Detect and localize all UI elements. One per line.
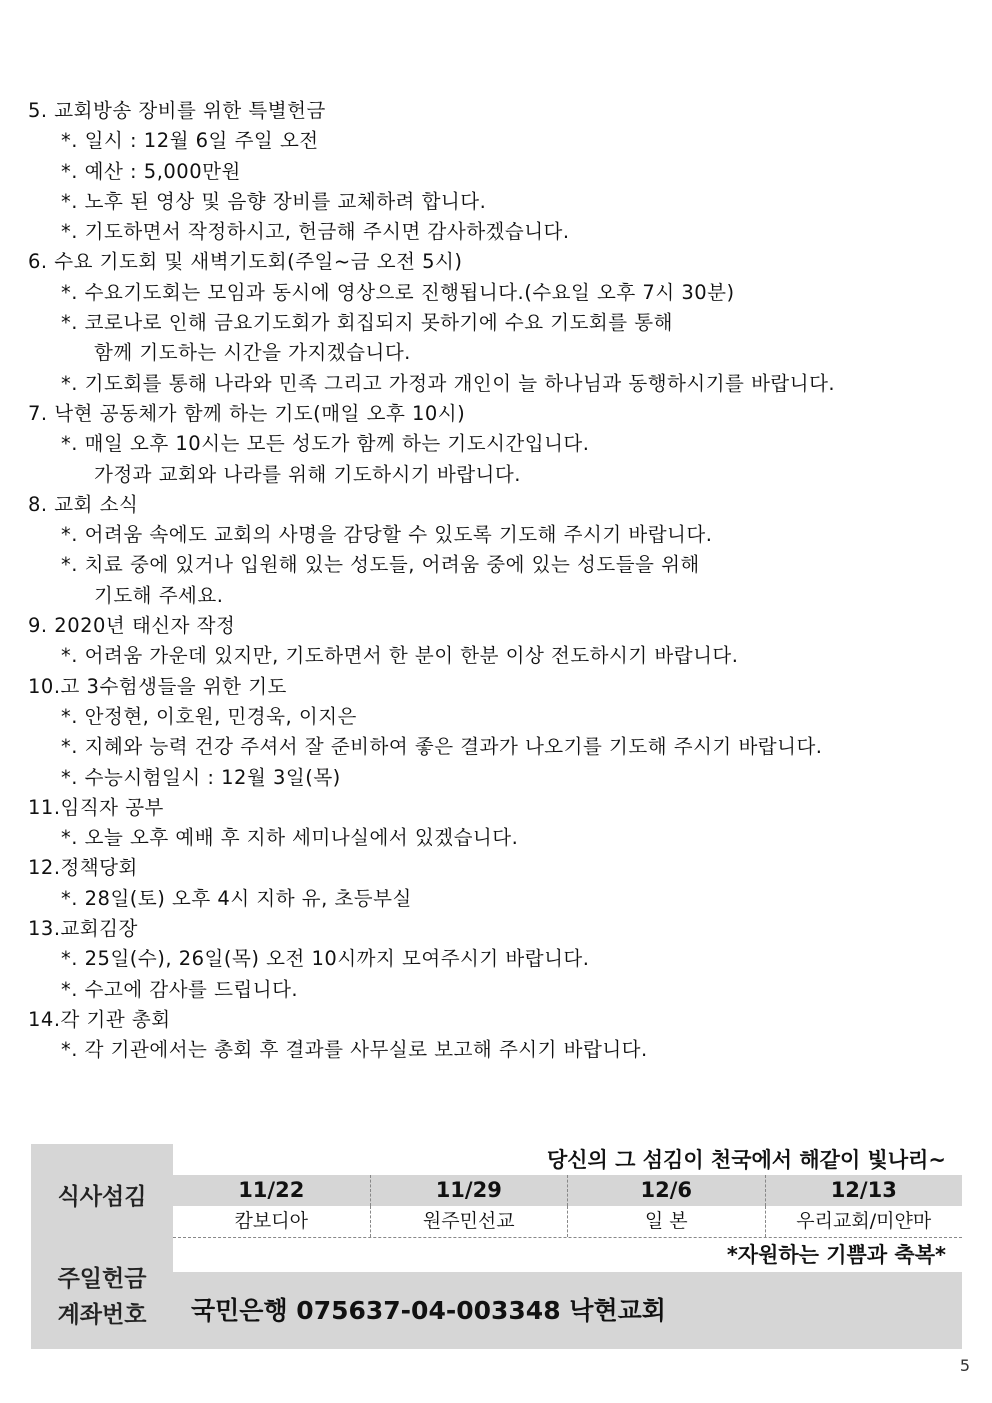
notice-item: *. 25일(수), 26일(목) 오전 10시까지 모여주시기 바랍니다. [61, 947, 590, 971]
service-dates-row [173, 1175, 962, 1206]
notice-item: *. 수능시험일시 : 12월 3일(목) [61, 765, 341, 789]
notice-heading: 9. 2020년 태신자 작정 [28, 614, 236, 638]
notice-heading: 11.임직자 공부 [28, 795, 164, 819]
service-date: 11/29 [371, 1175, 569, 1206]
notice-item: *. 어려움 속에도 교회의 사명을 감당할 수 있도록 기도해 주시기 바랍니다. [61, 523, 713, 547]
notice-heading: 7. 낙현 공동체가 함께 하는 기도(매일 오후 10시) [28, 401, 466, 425]
service-place: 일 본 [568, 1206, 766, 1237]
service-place: 캄보디아 [173, 1206, 371, 1237]
meal-service-label: 식사섬김 [57, 1184, 147, 1210]
offering-joy-caption: *자원하는 기쁨과 축복* [173, 1238, 962, 1272]
notice-heading: 8. 교회 소식 [28, 492, 139, 516]
page-number: 5 [959, 1356, 970, 1375]
offering-label: 주일헌금 [57, 1266, 147, 1292]
notice-item: *. 지혜와 능력 건강 주셔서 잘 준비하여 좋은 결과가 나오기를 기도해 주시기 바랍니다. [61, 735, 823, 759]
notice-item: 기도해 주세요. [94, 583, 224, 607]
notice-item: *. 코로나로 인해 금요기도회가 회집되지 못하기에 수요 기도회를 통해 [61, 311, 673, 335]
notice-item: *. 각 기관에서는 총회 후 결과를 사무실로 보고해 주시기 바랍니다. [61, 1038, 648, 1062]
notice-item: *. 기도회를 통해 나라와 민족 그리고 가정과 개인이 늘 하나님과 동행하시기를 바랍니다. [61, 371, 836, 395]
notice-item: *. 수고에 감사를 드립니다. [61, 977, 299, 1001]
service-place: 우리교회/미얀마 [796, 1210, 932, 1232]
service-date: 12/13 [830, 1178, 897, 1202]
service-caption: 당신의 그 섬김이 천국에서 해같이 빛나리~ [173, 1144, 962, 1175]
bank-account: 국민은행 075637-04-003348 낙현교회 [191, 1296, 666, 1325]
notice-item: *. 일시 : 12월 6일 주일 오전 [61, 129, 319, 153]
notice-item: 함께 기도하는 시간을 가지겠습니다. [94, 341, 411, 365]
notice-heading: 10.고 3수험생들을 위한 기도 [28, 674, 287, 698]
notice-heading: 6. 수요 기도회 및 새벽기도회(주일~금 오전 5시) [28, 250, 463, 274]
notice-item: *. 28일(토) 오후 4시 지하 유, 초등부실 [61, 886, 412, 910]
notice-item: *. 기도하면서 작정하시고, 헌금해 주시면 감사하겠습니다. [61, 220, 570, 244]
notice-heading: 5. 교회방송 장비를 위한 특별헌금 [28, 99, 326, 122]
service-date: 11/22 [173, 1175, 371, 1206]
account-label: 계좌번호 [57, 1302, 147, 1328]
service-offering-panel [31, 1144, 962, 1349]
service-places-row [173, 1206, 962, 1238]
notice-item: *. 어려움 가운데 있지만, 기도하면서 한 분이 한분 이상 전도하시기 바랍니다. [61, 644, 739, 668]
service-date: 12/6 [568, 1175, 766, 1206]
notice-heading: 12.정책당회 [28, 856, 138, 880]
notice-item: 가정과 교회와 나라를 위해 기도하시기 바랍니다. [94, 462, 521, 486]
notice-item: *. 수요기도회는 모임과 동시에 영상으로 진행됩니다.(수요일 오후 7시 30분) [61, 280, 735, 304]
notice-heading: 14.각 기관 총회 [28, 1007, 171, 1031]
notice-item: *. 노후 된 영상 및 음향 장비를 교체하려 합니다. [61, 189, 487, 213]
notice-item: *. 매일 오후 10시는 모든 성도가 함께 하는 기도시간입니다. [61, 432, 590, 456]
service-place: 원주민선교 [371, 1206, 569, 1237]
notice-item: *. 예산 : 5,000만원 [61, 159, 241, 183]
notice-list [28, 96, 968, 1066]
notice-item: *. 치료 중에 있거나 입원해 있는 성도들, 어려움 중에 있는 성도들을 위해 [61, 553, 700, 577]
notice-heading: 13.교회김장 [28, 917, 138, 941]
notice-item: *. 오늘 오후 예배 후 지하 세미나실에서 있겠습니다. [61, 826, 519, 850]
notice-item: *. 안정현, 이호원, 민경욱, 이지은 [61, 704, 357, 728]
